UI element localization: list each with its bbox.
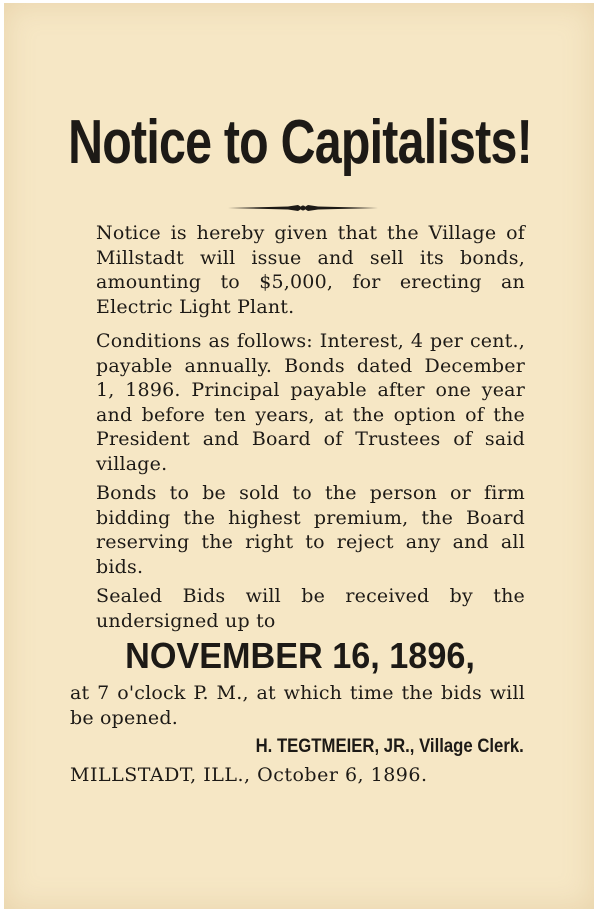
paragraph-3: Bonds to be sold to the person or firm bidding the highest premium, the Board reserving the right to reject any and all bids.: [96, 482, 525, 578]
deadline-date: NOVEMBER 16, 1896,: [125, 635, 475, 676]
notice-title: Notice to Capitalists!: [68, 108, 532, 177]
time-paragraph: at 7 o'clock P. M., at which time the bids will be opened.: [70, 682, 525, 729]
paragraph-1: Notice is hereby given that the Village of Millstadt will issue and sell its bonds, amounting to $5,000, for erecting an Electric Light Plant.: [96, 222, 525, 318]
paragraph-2: Conditions as follows: Interest, 4 per cent., payable annually. Bonds dated December 1, 1896. Principal payable after one year and before ten years, at the option of the President and Board of Trustees of said village.: [96, 330, 525, 475]
paragraph-4: Sealed Bids will be received by the undersigned up to: [96, 585, 525, 632]
place-date-line: MILLSTADT, ILL., October 6, 1896.: [70, 764, 428, 786]
decorative-rule: [228, 204, 378, 212]
signature-line: H. TEGTMEIER, JR., Village Clerk.: [255, 736, 524, 757]
